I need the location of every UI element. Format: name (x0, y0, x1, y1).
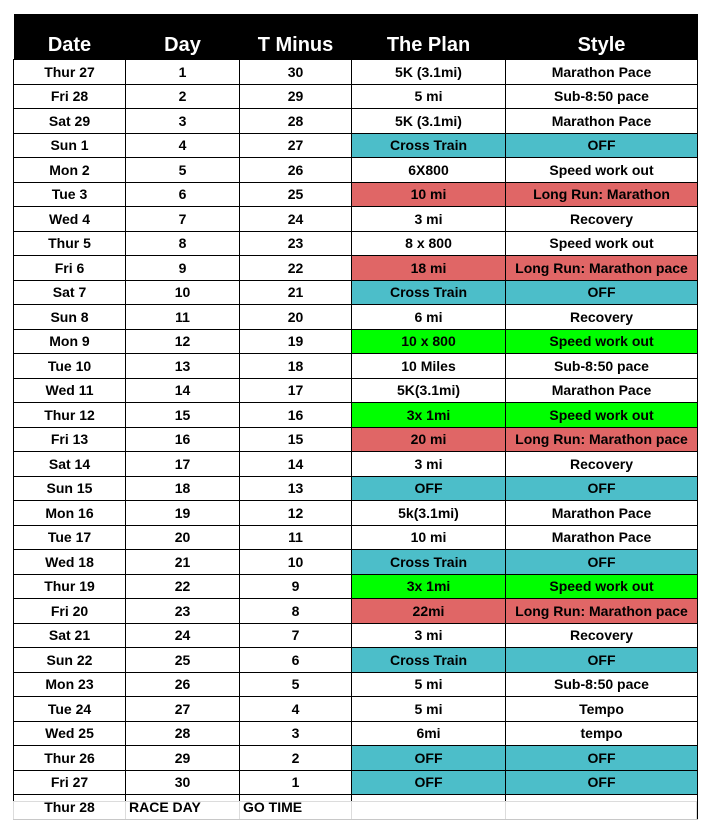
cell-day[interactable]: 4 (126, 133, 240, 158)
cell-t-minus[interactable]: 2 (240, 746, 352, 771)
cell-day[interactable]: 24 (126, 623, 240, 648)
cell-day[interactable]: 8 (126, 231, 240, 256)
table-row (14, 476, 698, 501)
cell-t-minus[interactable]: 17 (240, 378, 352, 403)
table-row (14, 256, 698, 281)
cell-date[interactable]: Sat 7 (14, 280, 126, 305)
cell-day[interactable]: 15 (126, 403, 240, 428)
cell-day[interactable]: 9 (126, 256, 240, 281)
cell-plan[interactable]: 5 mi (352, 84, 506, 109)
table-row (14, 305, 698, 330)
cell-day[interactable]: 10 (126, 280, 240, 305)
table-row (14, 280, 698, 305)
cell-day[interactable]: 7 (126, 207, 240, 232)
cell-plan[interactable]: 8 x 800 (352, 231, 506, 256)
cell-plan[interactable]: 6mi (352, 721, 506, 746)
cell-plan[interactable]: 3 mi (352, 207, 506, 232)
cell-date[interactable]: Wed 4 (14, 207, 126, 232)
cell-day[interactable]: 14 (126, 378, 240, 403)
cell-date[interactable]: Sat 29 (14, 109, 126, 134)
cell-t-minus[interactable]: 14 (240, 452, 352, 477)
cell-date[interactable]: Mon 16 (14, 501, 126, 526)
cell-date[interactable]: Mon 2 (14, 158, 126, 183)
cell-style[interactable]: Tempo (506, 697, 698, 722)
cell-date[interactable]: Fri 6 (14, 256, 126, 281)
cell-date[interactable]: Fri 28 (14, 84, 126, 109)
cell-t-minus[interactable]: 12 (240, 501, 352, 526)
cell-plan[interactable]: Cross Train (352, 550, 506, 575)
cell-plan[interactable]: 3 mi (352, 623, 506, 648)
cell-t-minus[interactable]: 11 (240, 525, 352, 550)
cell-t-minus[interactable]: 13 (240, 476, 352, 501)
cell-style[interactable]: Recovery (506, 305, 698, 330)
grid-line (239, 802, 240, 819)
cell-plan[interactable]: 10 Miles (352, 354, 506, 379)
cell-day[interactable]: 19 (126, 501, 240, 526)
cell-date[interactable]: Thur 27 (14, 60, 126, 85)
table-row (14, 329, 698, 354)
cell-plan[interactable]: 10 mi (352, 182, 506, 207)
grid-line (696, 802, 697, 819)
cell-style[interactable]: Speed work out (506, 158, 698, 183)
cell-day[interactable]: 26 (126, 672, 240, 697)
table-row (14, 648, 698, 673)
cell-style[interactable]: Sub-8:50 pace (506, 672, 698, 697)
cell-date[interactable]: Sun 8 (14, 305, 126, 330)
cell-plan[interactable]: 5 mi (352, 697, 506, 722)
column-header-date[interactable]: Date (14, 14, 126, 60)
table-row (14, 231, 698, 256)
cell-plan[interactable]: 6 mi (352, 305, 506, 330)
cell-style[interactable]: Long Run: Marathon pace (506, 599, 698, 624)
cell-day[interactable]: 5 (126, 158, 240, 183)
cell-date[interactable]: Sun 22 (14, 648, 126, 673)
cell-t-minus[interactable]: GO TIME (240, 795, 352, 820)
cell-date[interactable]: Sun 1 (14, 133, 126, 158)
cell-t-minus[interactable]: 28 (240, 109, 352, 134)
cell-t-minus[interactable]: 7 (240, 623, 352, 648)
cell-t-minus[interactable]: 4 (240, 697, 352, 722)
cell-day[interactable]: 1 (126, 60, 240, 85)
cell-plan[interactable]: 10 mi (352, 525, 506, 550)
table-row (14, 133, 698, 158)
cell-date[interactable]: Thur 26 (14, 746, 126, 771)
table-row (14, 746, 698, 771)
table-row (14, 354, 698, 379)
cell-plan[interactable]: 5 mi (352, 672, 506, 697)
cell-t-minus[interactable]: 24 (240, 207, 352, 232)
grid-line (505, 802, 506, 819)
table-row (14, 525, 698, 550)
table-body (14, 60, 698, 820)
grid-line (351, 802, 352, 819)
cell-date[interactable]: Wed 11 (14, 378, 126, 403)
cell-date[interactable]: Sun 15 (14, 476, 126, 501)
table-row (14, 672, 698, 697)
cell-plan[interactable]: Cross Train (352, 280, 506, 305)
cell-style[interactable]: OFF (506, 770, 698, 795)
cell-t-minus[interactable]: 19 (240, 329, 352, 354)
header-row (14, 14, 698, 60)
table-row (14, 60, 698, 85)
cell-day[interactable]: 3 (126, 109, 240, 134)
cell-t-minus[interactable]: 10 (240, 550, 352, 575)
cell-date[interactable]: Sat 21 (14, 623, 126, 648)
column-header-day[interactable]: Day (126, 14, 240, 60)
cell-t-minus[interactable]: 8 (240, 599, 352, 624)
cell-date[interactable]: Thur 19 (14, 574, 126, 599)
cell-plan[interactable]: 5K (3.1mi) (352, 109, 506, 134)
cell-day[interactable]: 21 (126, 550, 240, 575)
cell-day[interactable]: 2 (126, 84, 240, 109)
cell-style[interactable]: OFF (506, 746, 698, 771)
cell-plan[interactable]: 20 mi (352, 427, 506, 452)
column-header-t-minus[interactable]: T Minus (240, 14, 352, 60)
cell-day[interactable]: 13 (126, 354, 240, 379)
table-row (14, 378, 698, 403)
empty-grid-row (13, 801, 697, 819)
table-row (14, 574, 698, 599)
table-row (14, 623, 698, 648)
cell-t-minus[interactable]: 21 (240, 280, 352, 305)
cell-date[interactable]: Mon 23 (14, 672, 126, 697)
cell-plan[interactable]: 22mi (352, 599, 506, 624)
cell-plan[interactable]: 3x 1mi (352, 574, 506, 599)
cell-plan[interactable]: OFF (352, 770, 506, 795)
cell-plan[interactable]: 3 mi (352, 452, 506, 477)
table-row (14, 182, 698, 207)
cell-t-minus[interactable]: 1 (240, 770, 352, 795)
training-plan-table (13, 14, 698, 820)
cell-t-minus[interactable]: 29 (240, 84, 352, 109)
cell-style[interactable]: Long Run: Marathon (506, 182, 698, 207)
cell-style[interactable]: tempo (506, 721, 698, 746)
cell-plan[interactable]: Cross Train (352, 648, 506, 673)
cell-date[interactable]: Wed 18 (14, 550, 126, 575)
cell-style[interactable]: Marathon Pace (506, 378, 698, 403)
cell-day[interactable]: 28 (126, 721, 240, 746)
table-row (14, 599, 698, 624)
cell-style[interactable]: OFF (506, 133, 698, 158)
cell-date[interactable]: Tue 24 (14, 697, 126, 722)
cell-day[interactable]: 17 (126, 452, 240, 477)
cell-date[interactable]: Fri 13 (14, 427, 126, 452)
cell-date[interactable]: Fri 27 (14, 770, 126, 795)
cell-style[interactable]: Long Run: Marathon pace (506, 256, 698, 281)
cell-t-minus[interactable]: 9 (240, 574, 352, 599)
cell-day[interactable]: 18 (126, 476, 240, 501)
grid-line (13, 802, 14, 819)
cell-style[interactable]: Speed work out (506, 403, 698, 428)
table-row (14, 427, 698, 452)
cell-style[interactable]: Speed work out (506, 231, 698, 256)
cell-style[interactable]: Recovery (506, 623, 698, 648)
column-header-plan[interactable]: The Plan (352, 14, 506, 60)
cell-style[interactable]: Long Run: Marathon pace (506, 427, 698, 452)
cell-style[interactable]: Recovery (506, 207, 698, 232)
table-row (14, 697, 698, 722)
cell-day[interactable]: 20 (126, 525, 240, 550)
cell-day[interactable]: 6 (126, 182, 240, 207)
grid-line (125, 802, 126, 819)
cell-style[interactable]: Marathon Pace (506, 525, 698, 550)
cell-day[interactable]: 25 (126, 648, 240, 673)
table-row (14, 452, 698, 477)
cell-day[interactable]: 12 (126, 329, 240, 354)
cell-style[interactable]: Marathon Pace (506, 109, 698, 134)
cell-plan[interactable]: 3x 1mi (352, 403, 506, 428)
cell-t-minus[interactable]: 3 (240, 721, 352, 746)
cell-day[interactable]: RACE DAY (126, 795, 240, 820)
table-row (14, 501, 698, 526)
cell-style[interactable]: Marathon Pace (506, 60, 698, 85)
table-row (14, 109, 698, 134)
table-row (14, 158, 698, 183)
cell-plan[interactable]: OFF (352, 476, 506, 501)
cell-style[interactable]: OFF (506, 280, 698, 305)
training-plan-sheet (13, 14, 697, 820)
cell-date[interactable]: Tue 3 (14, 182, 126, 207)
cell-style[interactable]: OFF (506, 476, 698, 501)
table-row (14, 550, 698, 575)
cell-plan[interactable]: 5k(3.1mi) (352, 501, 506, 526)
cell-day[interactable]: 11 (126, 305, 240, 330)
cell-t-minus[interactable]: 16 (240, 403, 352, 428)
cell-plan[interactable]: 5K (3.1mi) (352, 60, 506, 85)
cell-date[interactable]: Sat 14 (14, 452, 126, 477)
cell-style[interactable]: Sub-8:50 pace (506, 354, 698, 379)
cell-date[interactable]: Thur 5 (14, 231, 126, 256)
cell-style[interactable]: Speed work out (506, 329, 698, 354)
cell-date[interactable]: Fri 20 (14, 599, 126, 624)
cell-t-minus[interactable]: 6 (240, 648, 352, 673)
cell-date[interactable]: Thur 12 (14, 403, 126, 428)
cell-day[interactable]: 22 (126, 574, 240, 599)
cell-style[interactable]: Marathon Pace (506, 501, 698, 526)
cell-t-minus[interactable]: 20 (240, 305, 352, 330)
cell-plan[interactable]: Cross Train (352, 133, 506, 158)
cell-day[interactable]: 16 (126, 427, 240, 452)
cell-date[interactable]: Tue 10 (14, 354, 126, 379)
cell-day[interactable]: 30 (126, 770, 240, 795)
cell-plan[interactable]: 18 mi (352, 256, 506, 281)
cell-t-minus[interactable]: 23 (240, 231, 352, 256)
table-row (14, 770, 698, 795)
cell-t-minus[interactable]: 30 (240, 60, 352, 85)
cell-style[interactable]: OFF (506, 550, 698, 575)
cell-day[interactable]: 23 (126, 599, 240, 624)
cell-date[interactable]: Tue 17 (14, 525, 126, 550)
cell-t-minus[interactable]: 25 (240, 182, 352, 207)
cell-style[interactable]: Speed work out (506, 574, 698, 599)
cell-plan[interactable]: 10 x 800 (352, 329, 506, 354)
cell-style[interactable]: Recovery (506, 452, 698, 477)
cell-t-minus[interactable]: 5 (240, 672, 352, 697)
cell-style[interactable]: OFF (506, 648, 698, 673)
cell-date[interactable]: Mon 9 (14, 329, 126, 354)
table-row (14, 721, 698, 746)
cell-t-minus[interactable]: 18 (240, 354, 352, 379)
cell-style[interactable]: Sub-8:50 pace (506, 84, 698, 109)
table-row (14, 207, 698, 232)
cell-plan[interactable]: 5K(3.1mi) (352, 378, 506, 403)
cell-t-minus[interactable]: 26 (240, 158, 352, 183)
cell-t-minus[interactable]: 22 (240, 256, 352, 281)
cell-day[interactable]: 29 (126, 746, 240, 771)
cell-day[interactable]: 27 (126, 697, 240, 722)
cell-plan[interactable]: OFF (352, 746, 506, 771)
cell-date[interactable]: Wed 25 (14, 721, 126, 746)
cell-date[interactable]: Thur 28 (14, 795, 126, 820)
cell-plan[interactable]: 6X800 (352, 158, 506, 183)
cell-t-minus[interactable]: 27 (240, 133, 352, 158)
table-row (14, 403, 698, 428)
table-row (14, 84, 698, 109)
cell-t-minus[interactable]: 15 (240, 427, 352, 452)
column-header-style[interactable]: Style (506, 14, 698, 60)
